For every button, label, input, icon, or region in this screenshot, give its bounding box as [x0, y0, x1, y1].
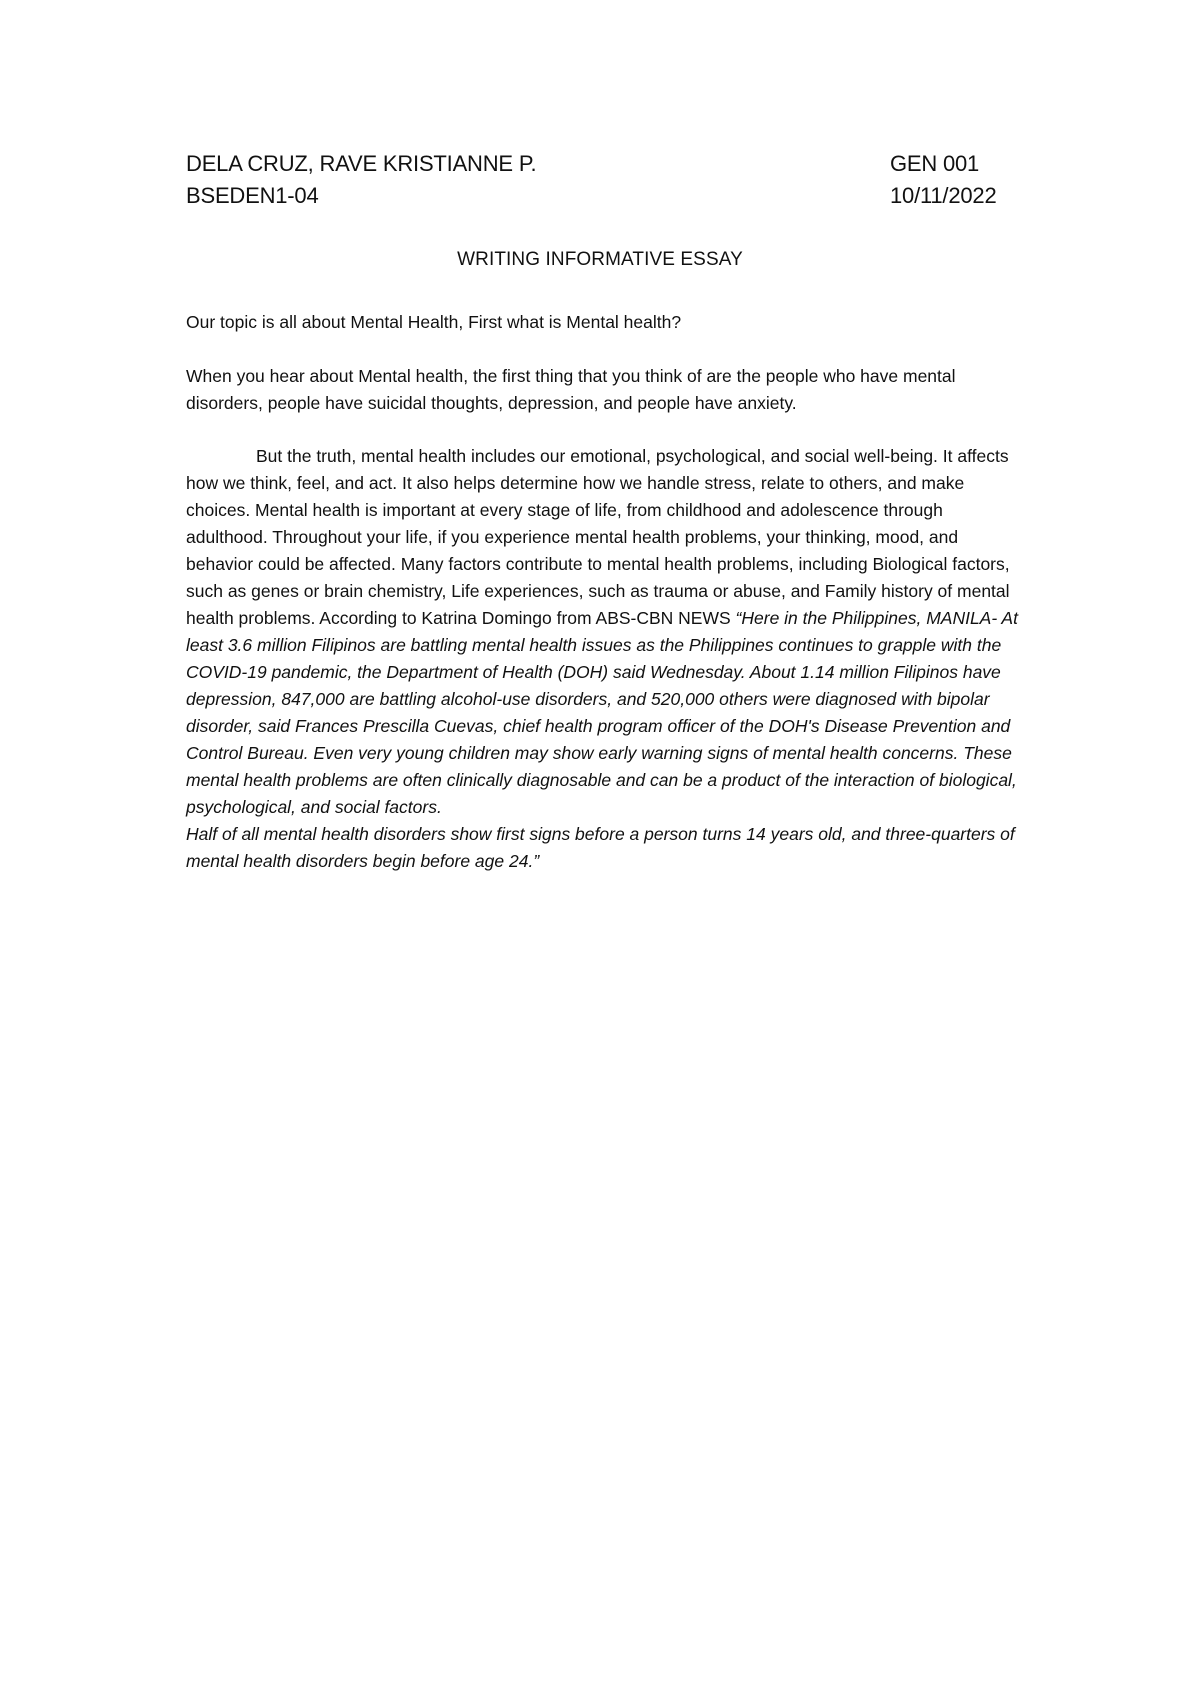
- news-quote-part-2: Half of all mental health disorders show first signs before a person turns 14 years old, and three-quarters of mental health disorders begin before age 24.”: [186, 824, 1015, 871]
- course-code: GEN 001: [890, 151, 980, 176]
- header-row-2: [186, 180, 1022, 212]
- header-row-1: [186, 148, 1022, 180]
- document-date: 10/11/2022: [890, 183, 997, 208]
- document-title: WRITING INFORMATIVE ESSAY: [457, 249, 743, 270]
- paragraph-2: [186, 443, 1022, 875]
- intro-line: Our topic is all about Mental Health, First what is Mental health?: [186, 312, 682, 332]
- paragraph-1: When you hear about Mental health, the first thing that you think of are the people who have mental disorders, people have suicidal thoughts, depression, and people have anxiety.: [186, 366, 956, 413]
- student-name: DELA CRUZ, RAVE KRISTIANNE P.: [186, 151, 537, 176]
- paragraph-2-body: But the truth, mental health includes our emotional, psychological, and social well-being. It affects how we think, feel, and act. It also helps determine how we handle stress, relate to others, and make choices. Mental health is important at every stage of life, from childhood and adolescence through adulthood. Throughout your life, if you experience mental health problems, your thinking, mood, and behavior could be affected. Many factors contribute to mental health problems, including Biological factors, such as genes or brain chemistry, Life experiences, such as trauma or abuse, and Family history of mental health problems. According to Katrina Domingo from ABS-CBN NEWS: [186, 446, 1010, 628]
- news-quote-part-1: “Here in the Philippines, MANILA- At least 3.6 million Filipinos are battling mental health issues as the Philippines continues to grapple with the COVID-19 pandemic, the Department of Health (DOH) said Wednesday. About 1.14 million Filipinos have depression, 847,000 are battling alcohol-use disorders, and 520,000 others were diagnosed with bipolar disorder, said Frances Prescilla Cuevas, chief health program officer of the DOH's Disease Prevention and Control Bureau. Even very young children may show early warning signs of mental health concerns. These mental health problems are often clinically diagnosable and can be a product of the interaction of biological, psychological, and social factors.: [186, 608, 1018, 817]
- student-section: BSEDEN1-04: [186, 183, 319, 208]
